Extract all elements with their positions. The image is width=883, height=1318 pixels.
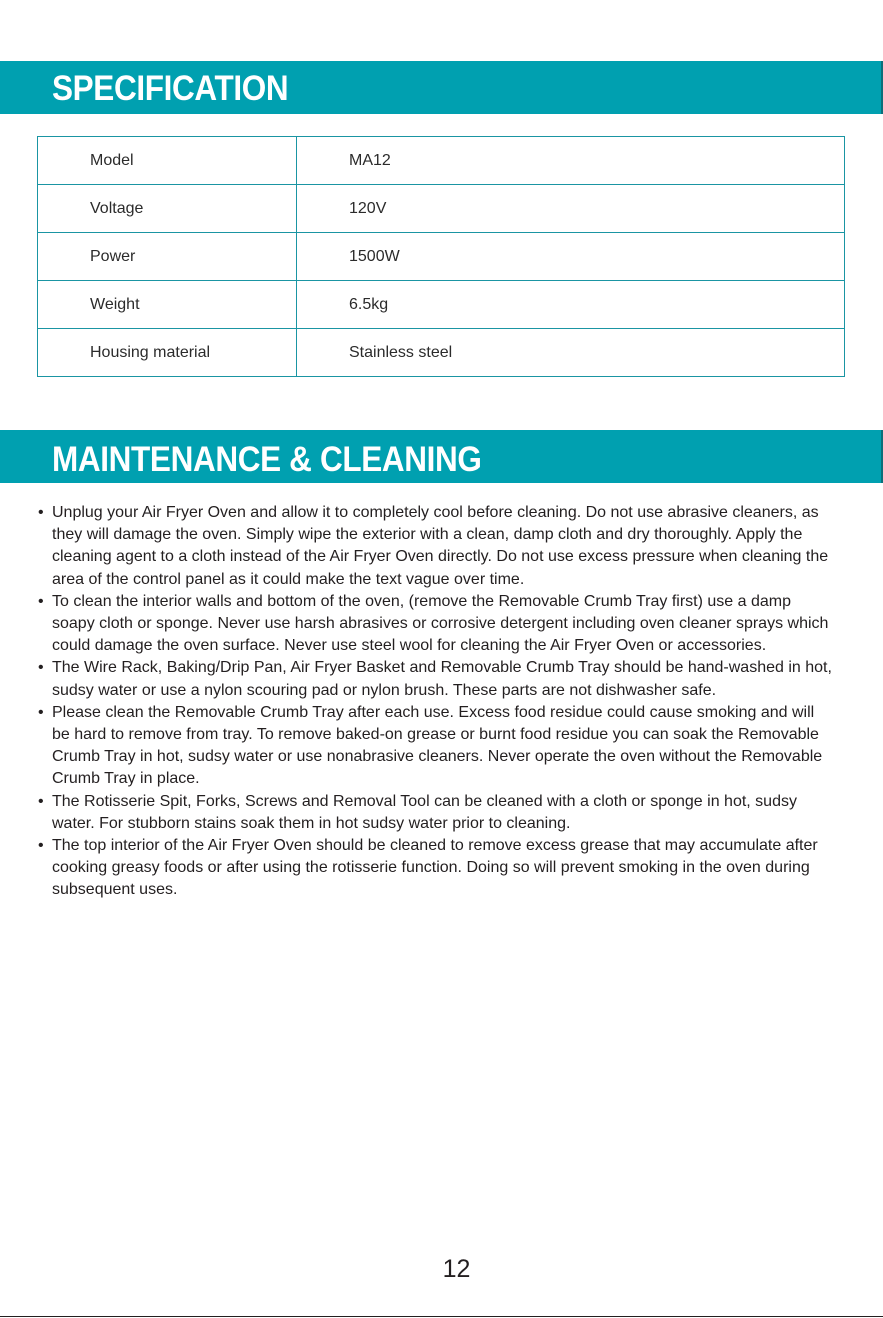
bullet-icon: •	[38, 659, 44, 677]
spec-value: 120V	[297, 185, 845, 233]
specification-header	[0, 61, 883, 114]
bullet-icon: •	[38, 792, 44, 810]
maintenance-header	[0, 430, 883, 483]
maintenance-title: MAINTENANCE & CLEANING	[52, 440, 482, 479]
table-row	[38, 281, 845, 329]
bullet-icon: •	[38, 837, 44, 855]
list-item-text: The top interior of the Air Fryer Oven should be cleaned to remove excess grease that may accumulate after cooking greasy foods or after using the rotisserie function. Doing so will prevent smoking in the oven during subsequent uses.	[52, 837, 818, 899]
spec-label: Voltage	[38, 185, 297, 233]
list-item-text: The Wire Rack, Baking/Drip Pan, Air Fryer Basket and Removable Crumb Tray should be hand-washed in hot, sudsy water or use a nylon scouring pad or nylon brush. These parts are not dishwasher safe.	[52, 659, 832, 699]
list-item	[36, 657, 836, 701]
list-item-text: Unplug your Air Fryer Oven and allow it to completely cool before cleaning. Do not use abrasive cleaners, as they will damage the oven. Simply wipe the exterior with a clean, damp cloth and dry thoroughly. Apply the cleaning agent to a cloth instead of the Air Fryer Oven directly. Do not use excess pressure when cleaning the area of the control panel as it could make the text vague over time.	[52, 504, 829, 588]
list-item-text: Please clean the Removable Crumb Tray after each use. Excess food residue could cause smoking and will be hard to remove from tray. To remove baked-on grease or burnt food residue you can soak the Removable Crumb Tray in hot, sudsy water or use nonabrasive cleaners. Never operate the oven without the Removable Crumb Tray in place.	[52, 703, 823, 788]
bullet-icon: •	[38, 504, 44, 521]
list-item	[36, 835, 836, 902]
page-number: 12	[442, 1255, 471, 1283]
table-row	[38, 329, 845, 377]
spec-value: Stainless steel	[349, 343, 453, 361]
specification-title: SPECIFICATION	[52, 69, 289, 108]
spec-label: Model	[38, 137, 297, 185]
table-row	[38, 233, 845, 281]
list-item	[36, 591, 836, 658]
spec-value: 6.5kg	[297, 281, 845, 329]
list-item-text: To clean the interior walls and bottom of the oven, (remove the Removable Crumb Tray first) use a damp soapy cloth or sponge. Never use harsh abrasives or corrosive detergent including oven cleaner sprays which could damage the oven surface. Never use steel wool for cleaning the Air Fryer Oven or accessories.	[52, 592, 829, 655]
specification-table	[37, 136, 845, 377]
maintenance-list	[36, 502, 836, 902]
list-item	[36, 791, 836, 835]
table-row	[38, 137, 845, 185]
table-row	[38, 185, 845, 233]
list-item	[36, 502, 836, 591]
list-item-text: The Rotisserie Spit, Forks, Screws and Removal Tool can be cleaned with a cloth or sponge in hot, sudsy water. For stubborn stains soak them in hot sudsy water prior to cleaning.	[52, 792, 797, 832]
bottom-divider	[0, 1316, 883, 1317]
spec-label: Weight	[38, 281, 297, 329]
spec-value: 1500W	[297, 233, 845, 281]
spec-label: Power	[38, 233, 297, 281]
bullet-icon: •	[38, 703, 44, 721]
bullet-icon: •	[38, 592, 44, 610]
list-item	[36, 702, 836, 791]
spec-label: Housing material	[38, 329, 297, 377]
spec-value: MA12	[297, 137, 845, 185]
